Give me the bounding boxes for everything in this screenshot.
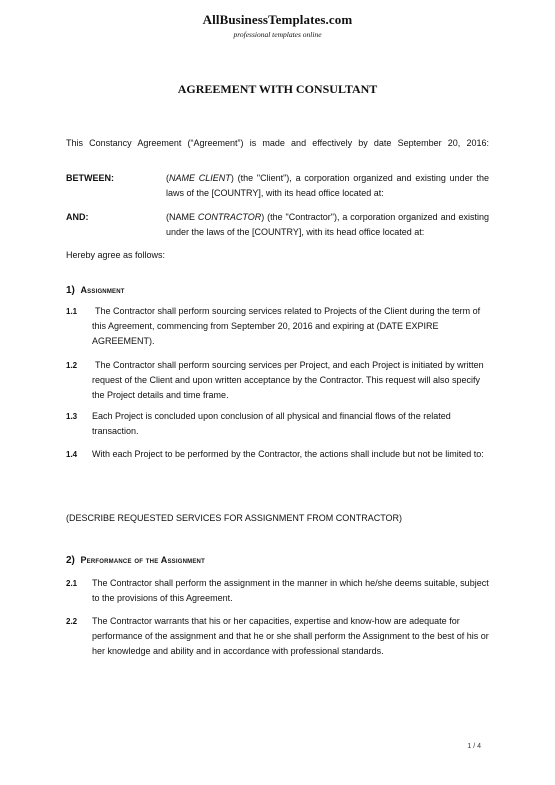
clause-2-1-number: 2.1	[66, 579, 78, 588]
and-text: (NAME CONTRACTOR) (the "Contractor"), a corporation organized and existing under the laws of the [COUNTRY], with its head office located at:	[166, 212, 489, 237]
section-1-heading	[66, 285, 125, 296]
and-label: AND:	[66, 212, 89, 222]
brand-header	[0, 12, 555, 39]
clause-1-3-text: Each Project is concluded upon conclusion of all physical and financial flows of the related transaction.	[92, 411, 451, 436]
clause-2-2-text: The Contractor warrants that his or her capacities, expertise and know-how are adequate for performance of the assignment and that he or she shall perform the Assignment to the best of his or her knowledge and ability and in accordance with professional standards.	[92, 616, 489, 656]
clause-1-1-number: 1.1	[66, 307, 78, 316]
document-title: AGREEMENT WITH CONSULTANT	[177, 82, 378, 96]
clause-2-2-number: 2.2	[66, 617, 78, 626]
between-label: BETWEEN:	[66, 173, 114, 183]
describe-services-note: (DESCRIBE REQUESTED SERVICES FOR ASSIGNMENT FROM CONTRACTOR)	[66, 513, 403, 523]
and-text-rest: ) (the "Contractor"), a corporation organized and existing under the laws of the [COUNTRY], with its head office located at:	[166, 212, 489, 237]
section-1-title: Assignment	[80, 285, 125, 295]
brand-tagline: professional templates online	[233, 30, 322, 39]
hereby-line: Hereby agree as follows:	[66, 250, 166, 260]
clause-2-1-text: The Contractor shall perform the assignment in the manner in which he/she deems suitable, subject to the provisions of this Agreement.	[92, 578, 489, 603]
section-2-heading	[66, 555, 205, 566]
contractor-name-placeholder: CONTRACTOR	[197, 212, 262, 222]
clause-1-3-number: 1.3	[66, 412, 78, 421]
clause-1-2-number: 1.2	[66, 361, 78, 370]
section-2-number: 2)	[66, 555, 75, 566]
client-name-placeholder: NAME CLIENT	[169, 173, 231, 183]
brand-name[interactable]: AllBusinessTemplates.com	[202, 12, 353, 27]
page-number: 1 / 4	[467, 743, 481, 750]
intro-paragraph: This Constancy Agreement (“Agreement”) is made and effectively by date September 20, 2016:	[66, 138, 489, 148]
section-2-title: Performance of the Assignment	[80, 555, 205, 565]
contractor-name-prefix: NAME	[169, 212, 198, 222]
section-1-number: 1)	[66, 285, 75, 296]
between-text: (NAME CLIENT) (the "Client"), a corporation organized and existing under the laws of the [COUNTRY], with its head office located at:	[166, 173, 489, 198]
clause-1-1-text: The Contractor shall perform sourcing services related to Projects of the Client during the term of this Agreement, commencing from September 20, 2016 and expiring at (DATE EXPIRE AGREEMENT).	[92, 306, 481, 346]
clause-1-4-text: With each Project to be performed by the Contractor, the actions shall include but not be limited to:	[92, 449, 484, 459]
clause-1-4-number: 1.4	[66, 450, 78, 459]
between-text-rest: ) (the "Client"), a corporation organized and existing under the laws of the [COUNTRY], with its head office located at:	[166, 173, 489, 198]
clause-1-2-text: The Contractor shall perform sourcing services per Project, and each Project is initiated by written request of the Client and upon written acceptance by the Contractor. This request will also specify the Project details and time frame.	[92, 360, 484, 400]
